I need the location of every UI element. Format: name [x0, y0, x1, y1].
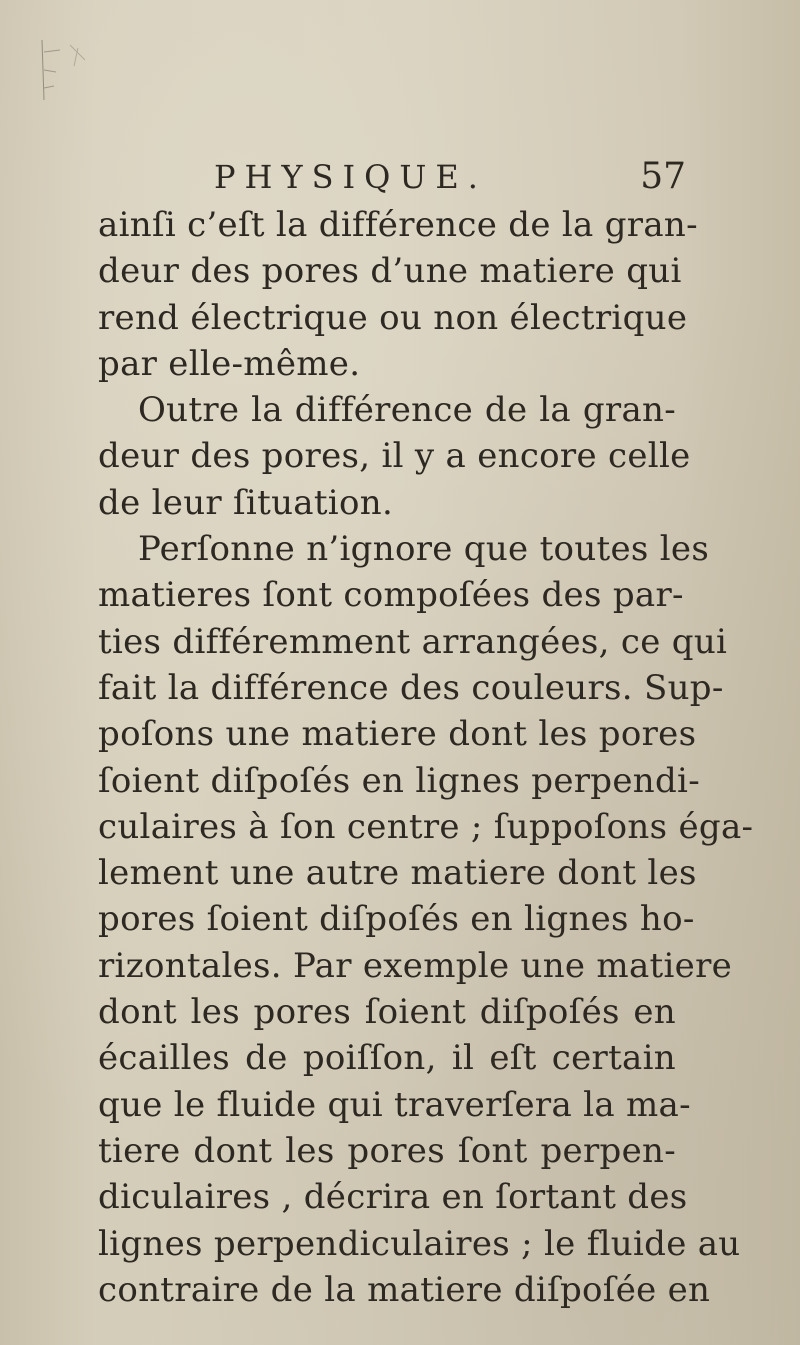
- text-line: deur des pores d’une matiere qui: [98, 251, 682, 292]
- running-title: PHYSIQUE.: [214, 158, 487, 196]
- text-line: poſons une matiere dont les pores: [98, 714, 697, 755]
- text-line: lement une autre matiere dont les: [98, 853, 697, 894]
- text-line: Perſonne n’ignore que toutes les: [138, 529, 710, 570]
- text-line: tiere dont les pores ſont perpen-: [98, 1130, 676, 1171]
- text-line: rend électrique ou non électrique: [98, 297, 688, 338]
- text-line: ainſi c’eſt la différence de la gran-: [98, 205, 698, 245]
- text-line: ſoient diſpoſés en lignes perpendi-: [98, 760, 700, 801]
- text-line: contraire de la matiere diſpoſée en: [98, 1269, 711, 1310]
- text-line: lignes perpendiculaires ; le fluide au: [98, 1223, 741, 1264]
- text-line: Outre la différence de la gran-: [138, 390, 676, 431]
- text-line: culaires à ſon centre ; ſuppoſons éga-: [98, 806, 754, 847]
- text-line: matieres ſont compoſées des par-: [98, 575, 684, 616]
- text-line: fait la différence des couleurs. Sup-: [98, 667, 724, 708]
- text-line: par elle-même.: [98, 343, 361, 384]
- text-line: que le fluide qui traverſera la ma-: [98, 1084, 691, 1125]
- text-line: de leur ſituation.: [98, 482, 394, 523]
- page-number: 57: [640, 156, 686, 197]
- page-header: [214, 157, 686, 207]
- text-line: ties différemment arrangées, ce qui: [98, 621, 728, 662]
- text-line: diculaires , décrira en ſortant des: [98, 1177, 688, 1218]
- text-line: rizontales. Par exemple une matiere: [98, 945, 733, 986]
- text-line: deur des pores, il y a encore celle: [98, 436, 691, 477]
- body-text: [98, 202, 754, 1313]
- text-line: pores ſoient diſpoſés en lignes ho-: [98, 899, 695, 940]
- text-line: écailles de poiſſon, il eſt certain: [98, 1038, 676, 1079]
- text-line: dont les pores ſoient diſpoſés en: [98, 992, 676, 1033]
- ink-marks: [30, 30, 110, 120]
